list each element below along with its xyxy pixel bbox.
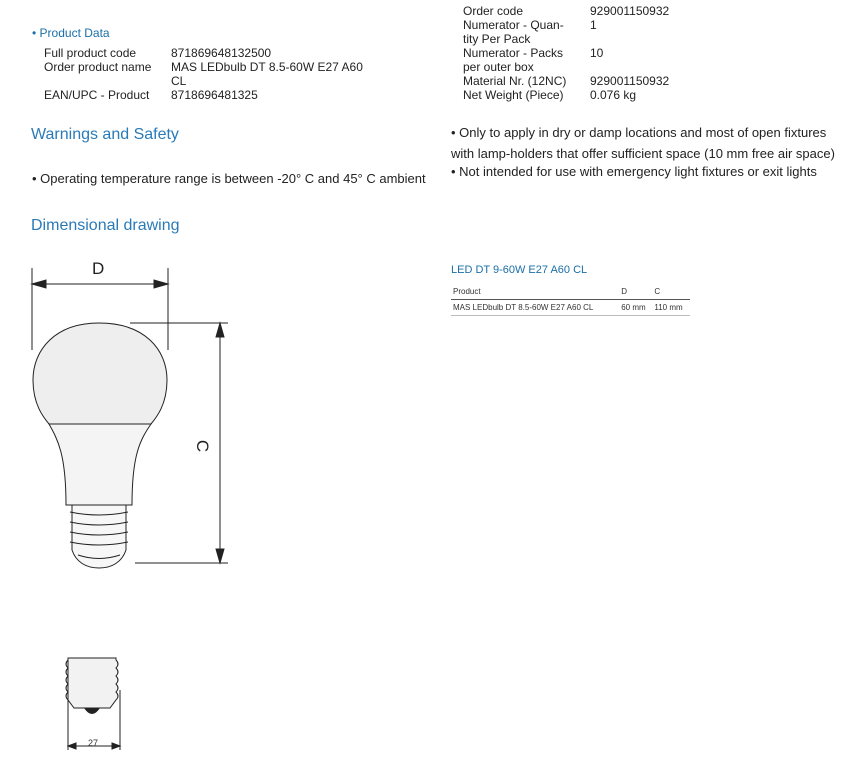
label-d: D (92, 259, 105, 278)
c-arrow-bottom (216, 549, 224, 563)
d-arrow-right (154, 280, 168, 288)
warning-bullet-emergency: • Not intended for use with emergency light fixtures or exit lights (451, 164, 817, 179)
base-arrow-left (68, 743, 76, 749)
label-packs-per-box: Numerator - Packs per outer box (463, 46, 564, 74)
dimension-table-header (451, 284, 690, 300)
dimension-table (451, 284, 690, 316)
warnings-heading: Warnings and Safety (31, 126, 179, 143)
base-width-label: 27 (88, 738, 99, 748)
value-qty-per-pack: 1 (590, 18, 597, 32)
cell-d: 60 mm (619, 300, 652, 316)
value-material-nr: 929001150932 (590, 74, 670, 88)
cell-c: 110 mm (652, 300, 690, 316)
base-detail-drawing (60, 650, 140, 760)
col-c: C (652, 284, 690, 300)
col-d: D (619, 284, 652, 300)
col-product: Product (451, 284, 619, 300)
dimension-table-title: LED DT 9-60W E27 A60 CL (451, 264, 588, 276)
warning-bullet-dry-damp: • Only to apply in dry or damp locations and most of open fixtures with lamp-holders that offer sufficient space (10 mm free air space) (451, 125, 835, 161)
value-packs-per-box: 10 (590, 46, 604, 60)
label-material-nr: Material Nr. (12NC) (463, 74, 567, 88)
label-c: C (193, 439, 213, 453)
label-full-product-code: Full product code (44, 46, 137, 60)
value-ean-upc: 8718696481325 (171, 88, 258, 102)
value-net-weight: 0.076 kg (590, 88, 637, 102)
bulb-neck (49, 424, 151, 505)
bulb-drawing (0, 250, 260, 580)
label-order-code: Order code (463, 4, 524, 18)
label-qty-per-pack: Numerator - Quan- tity Per Pack (463, 18, 564, 46)
bulb-screw-base (70, 505, 128, 568)
product-data-table (44, 46, 374, 106)
warning-bullet-temperature: • Operating temperature range is between -20° C and 45° C ambient (32, 171, 426, 186)
cell-product: MAS LEDbulb DT 8.5-60W E27 A60 CL (451, 300, 619, 316)
base-arrow-right (112, 743, 120, 749)
table-row (451, 300, 690, 316)
value-full-product-code: 871869648132500 (171, 46, 272, 60)
c-arrow-top (216, 323, 224, 337)
d-arrow-left (32, 280, 46, 288)
dimensional-heading: Dimensional drawing (31, 217, 180, 234)
label-net-weight: Net Weight (Piece) (463, 88, 564, 102)
base-thread (66, 658, 118, 708)
product-data-heading: • Product Data (32, 26, 110, 40)
logistics-table (463, 4, 723, 104)
bulb-globe (33, 323, 167, 424)
value-order-product-name: MAS LEDbulb DT 8.5-60W E27 A60 CL (171, 60, 363, 88)
base-contact (84, 708, 100, 714)
label-ean-upc: EAN/UPC - Product (44, 88, 150, 102)
value-order-code: 929001150932 (590, 4, 670, 18)
label-order-product-name: Order product name (44, 60, 152, 74)
